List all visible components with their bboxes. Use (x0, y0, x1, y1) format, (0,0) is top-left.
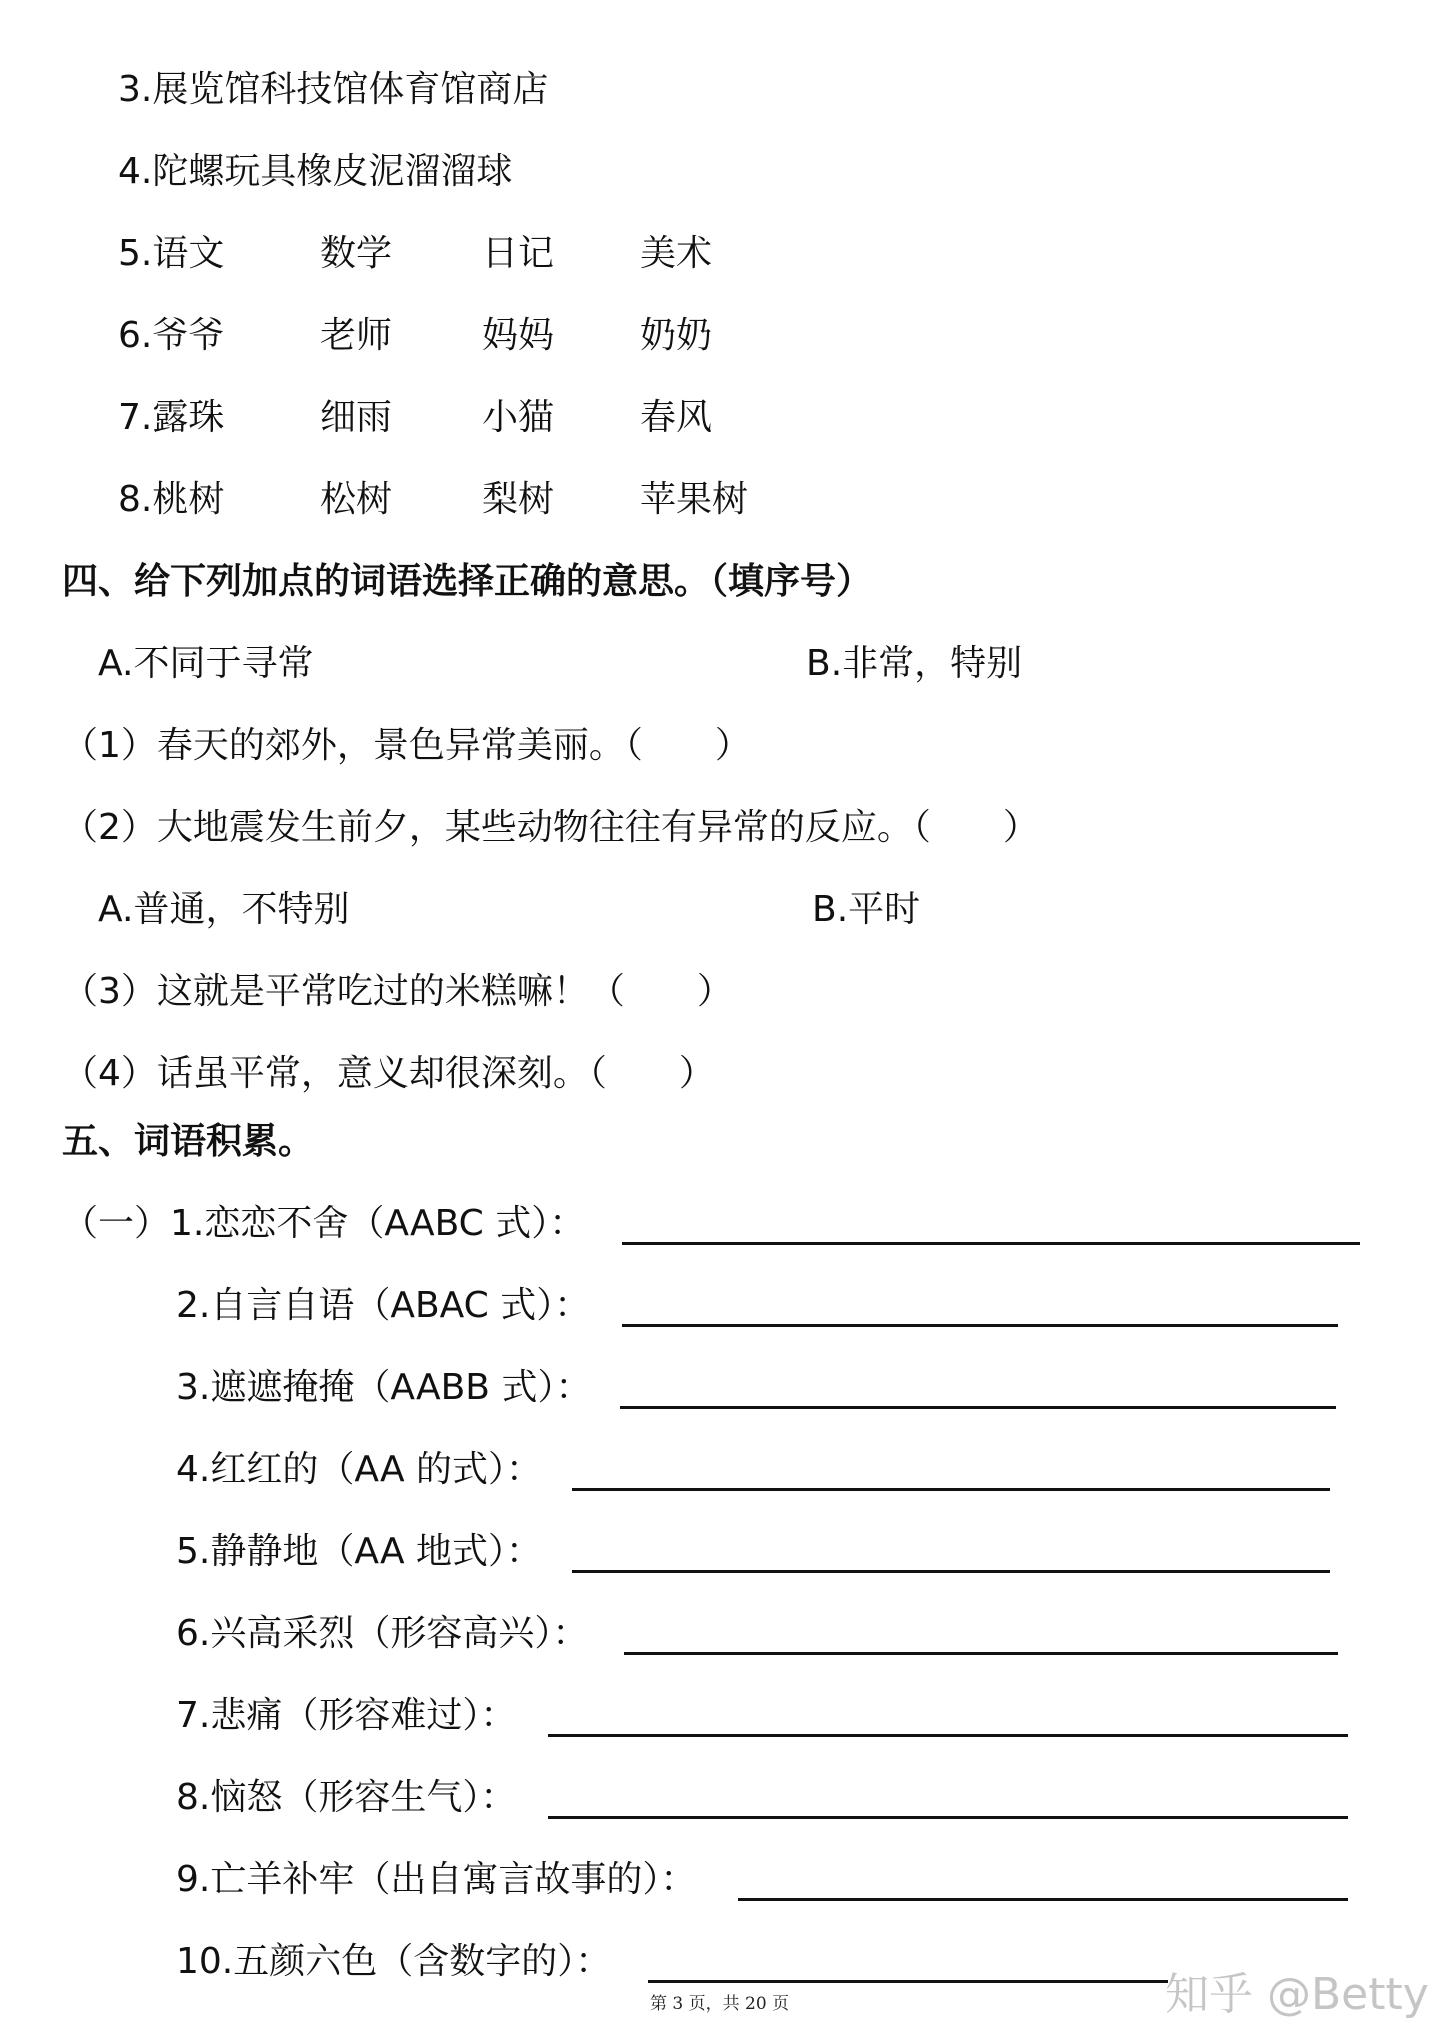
grid-cell: 梨树 (482, 479, 555, 520)
vocab-item-5: 5.静静地（AA 地式）： (176, 1531, 543, 1572)
vocab-item-4: 4.红红的（AA 的式）： (176, 1449, 543, 1490)
grid-cell: 奶奶 (640, 315, 713, 356)
answer-blank-8[interactable] (548, 1816, 1348, 1819)
grid-cell: 日记 (482, 233, 555, 274)
grid-cell: 美术 (640, 233, 713, 274)
vocab-item-2: 2.自言自语（ABAC 式）： (176, 1285, 591, 1326)
option-b: B.非常，特别 (806, 643, 1023, 684)
vocab-item-3: 3.遮遮掩掩（AABB 式）： (176, 1367, 592, 1408)
vocab-item-6: 6.兴高采烈（形容高兴）： (176, 1613, 589, 1654)
answer-blank-1[interactable] (622, 1242, 1360, 1245)
answer-blank-2[interactable] (622, 1324, 1338, 1327)
grid-cell: 6.爷爷 (118, 315, 225, 356)
section-5-heading: 五、词语积累。 (62, 1121, 315, 1162)
answer-blank-6[interactable] (624, 1652, 1338, 1655)
answer-blank-10[interactable] (648, 1980, 1168, 1983)
answer-blank-3[interactable] (620, 1406, 1336, 1409)
grid-cell: 7.露珠 (118, 397, 225, 438)
item-4: 4.陀螺玩具橡皮泥溜溜球 (118, 151, 513, 192)
option-a: A.不同于寻常 (98, 643, 314, 684)
answer-blank-5[interactable] (572, 1570, 1330, 1573)
grid-cell: 春风 (640, 397, 713, 438)
item-3: 3.展览馆科技馆体育馆商店 (118, 69, 549, 110)
vocab-item-9: 9.亡羊补牢（出自寓言故事的）： (176, 1859, 697, 1900)
vocab-item-8: 8.恼怒（形容生气）： (176, 1777, 517, 1818)
section-4-heading: 四、给下列加点的词语选择正确的意思。（填序号） (62, 561, 873, 602)
question-1: （1）春天的郊外，景色异常美丽。（ ） (62, 725, 751, 766)
grid-cell: 8.桃树 (118, 479, 225, 520)
page-footer: 第 3 页，共 20 页 (650, 1994, 790, 2014)
option-a: A.普通，不特别 (98, 889, 350, 930)
grid-cell: 5.语文 (118, 233, 225, 274)
grid-cell: 妈妈 (482, 315, 555, 356)
question-2: （2）大地震发生前夕，某些动物往往有异常的反应。（ ） (62, 807, 1039, 848)
vocab-item-7: 7.悲痛（形容难过）： (176, 1695, 517, 1736)
grid-cell: 老师 (320, 315, 393, 356)
grid-cell: 苹果树 (640, 479, 749, 520)
grid-cell: 松树 (320, 479, 393, 520)
grid-cell: 细雨 (320, 397, 393, 438)
answer-blank-4[interactable] (572, 1488, 1330, 1491)
grid-cell: 数学 (320, 233, 393, 274)
question-4: （4）话虽平常，意义却很深刻。（ ） (62, 1053, 715, 1094)
answer-blank-9[interactable] (738, 1898, 1348, 1901)
vocab-item-1: （一）1.恋恋不舍（AABC 式）： (62, 1203, 586, 1244)
grid-cell: 小猫 (482, 397, 555, 438)
question-3: （3）这就是平常吃过的米糕嘛！（ ） (62, 971, 733, 1012)
answer-blank-7[interactable] (548, 1734, 1348, 1737)
watermark: 知乎 @Betty (1165, 1969, 1429, 2020)
vocab-item-10: 10.五颜六色（含数字的）： (176, 1941, 612, 1982)
option-b: B.平时 (812, 889, 921, 930)
